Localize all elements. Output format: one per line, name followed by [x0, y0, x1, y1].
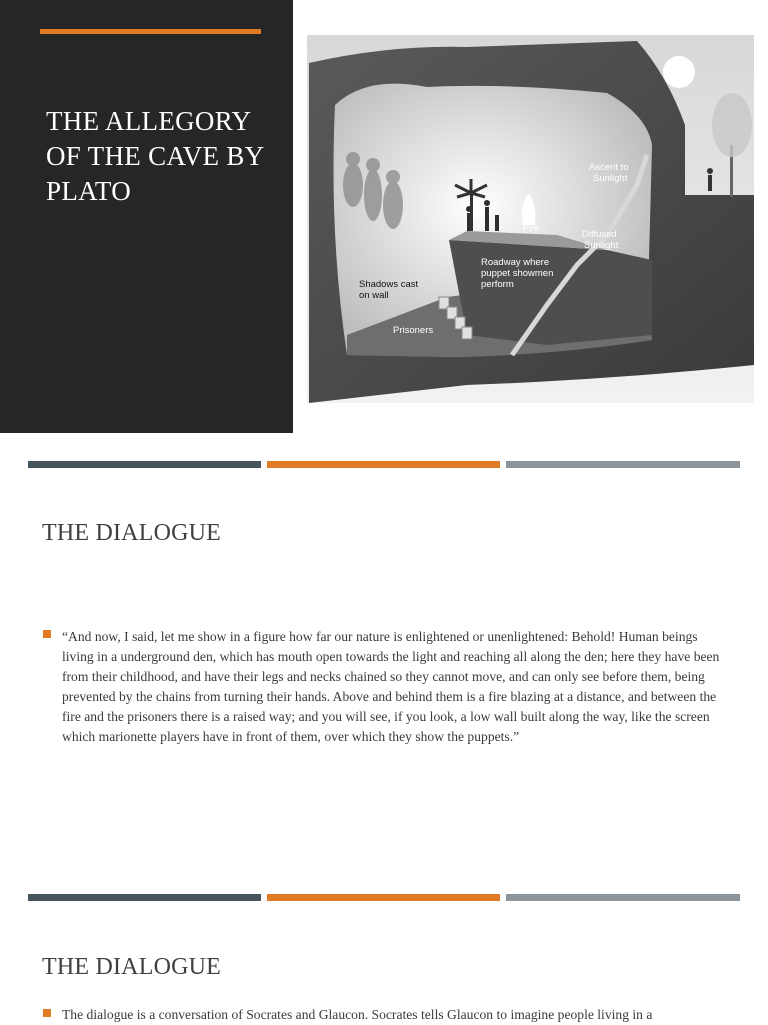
slide-heading: THE DIALOGUE [42, 520, 222, 546]
dialogue-summary: The dialogue is a conversation of Socrates and Glaucon. Socrates tells Glaucon to imagine people living in a [62, 1007, 653, 1022]
title-panel [0, 0, 293, 433]
label-diffused: Diffused Sunlight [582, 229, 619, 251]
slide-title: THE ALLEGORY OF THE CAVE BY PLATO [46, 106, 264, 206]
divider-slate-segment [28, 894, 261, 901]
raised-wall [449, 240, 652, 345]
divider-gray-segment [506, 461, 740, 468]
title-slide [0, 0, 768, 433]
bullet-marker [43, 630, 51, 638]
cave-illustration [307, 35, 754, 403]
bullet-marker [43, 1009, 51, 1017]
slide-divider [28, 894, 740, 901]
title-accent-bar [40, 29, 261, 34]
divider-gray-segment [506, 894, 740, 901]
divider-orange-segment [267, 461, 500, 468]
label-roadway: Roadway where puppet showmen perform [481, 257, 554, 290]
label-ascent: Ascent to Sunlight [589, 162, 629, 184]
label-prisoners: Prisoners [393, 325, 434, 336]
label-shadows: Shadows cast on wall [359, 279, 419, 301]
divider-orange-segment [267, 894, 500, 901]
slide-divider [28, 461, 740, 468]
divider-slate-segment [28, 461, 261, 468]
label-fire: Fire [523, 223, 540, 234]
dialogue-quote: “And now, I said, let me show in a figure how far our nature is enlightened or unenlightened: Behold! Human beings living in a underground den, which has mouth open towards the light and reaching all along the den; here they have been from their childhood, and have their legs and necks chained so they cannot move, and can only see before them, being prevented by the chains from turning their hands. Above and behind them is a fire blazing at a distance, and between the fire and the prisoners there is a raised way; and you will see, if you look, a low wall built along the way, like the screen which marionette players have in front of them, over which they show the puppets.” [62, 629, 720, 744]
slide-heading: THE DIALOGUE [42, 954, 222, 980]
sun [663, 56, 695, 88]
